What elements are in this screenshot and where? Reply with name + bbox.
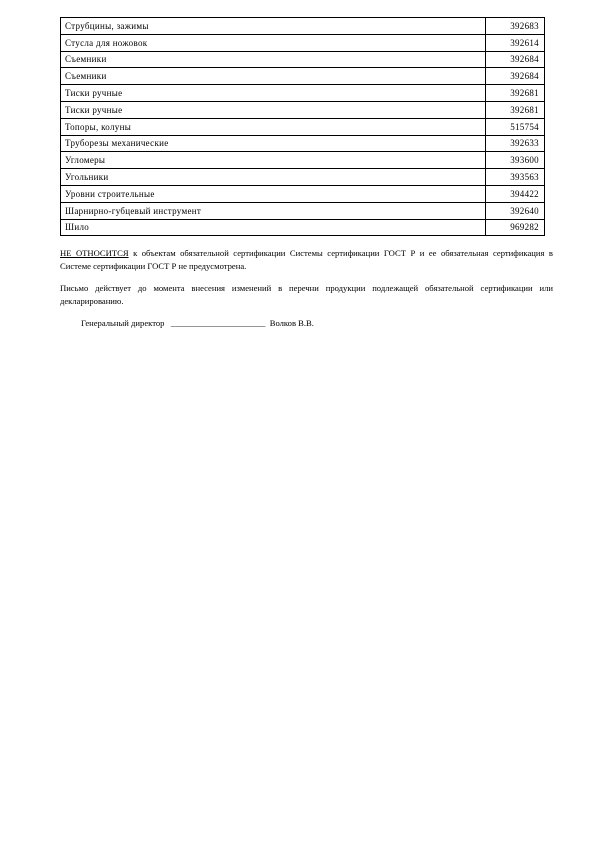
product-name-cell: Труборезы механические — [61, 135, 486, 152]
signature-line: ______________________ — [170, 318, 266, 328]
validity-paragraph: Письмо действует до момента внесения изменений в перечни продукции подлежащей обязательной сертификации или декларированию. — [60, 283, 553, 306]
signature-block — [81, 318, 314, 328]
product-code-cell: 393600 — [486, 152, 545, 169]
table-row — [61, 169, 545, 186]
product-code-cell: 515754 — [486, 118, 545, 135]
product-name-cell: Тиски ручные — [61, 85, 486, 102]
product-table — [60, 17, 545, 236]
product-name-cell: Шило — [61, 219, 486, 236]
product-code-cell: 392683 — [486, 18, 545, 35]
product-name-cell: Уровни строительные — [61, 185, 486, 202]
product-name-cell: Съемники — [61, 68, 486, 85]
product-code-cell: 392614 — [486, 34, 545, 51]
table-row — [61, 34, 545, 51]
exemption-text: к объектам обязательной сертификации Системы сертификации ГОСТ Р и ее обязательная сертификация в Системе сертификации ГОСТ Р не предусмотрена. — [60, 248, 553, 271]
product-code-cell: 392684 — [486, 68, 545, 85]
product-code-cell: 392681 — [486, 101, 545, 118]
product-name-cell: Стусла для ножовок — [61, 34, 486, 51]
product-name-cell: Шарнирно-губцевый инструмент — [61, 202, 486, 219]
signer-name: Волков В.В. — [269, 318, 314, 328]
table-row — [61, 185, 545, 202]
product-code-cell: 394422 — [486, 185, 545, 202]
product-name-cell: Угломеры — [61, 152, 486, 169]
product-name-cell: Тиски ручные — [61, 101, 486, 118]
product-code-cell: 392681 — [486, 85, 545, 102]
table-row — [61, 135, 545, 152]
table-row — [61, 202, 545, 219]
table-row — [61, 219, 545, 236]
table-row — [61, 18, 545, 35]
product-name-cell: Струбцины, зажимы — [61, 18, 486, 35]
table-row — [61, 85, 545, 102]
not-applicable-label: НЕ ОТНОСИТСЯ — [60, 248, 129, 258]
exemption-paragraph — [60, 247, 553, 272]
signer-title: Генеральный директор — [81, 318, 165, 328]
product-name-cell: Угольники — [61, 169, 486, 186]
product-code-cell: 393563 — [486, 169, 545, 186]
table-row — [61, 118, 545, 135]
table-row — [61, 152, 545, 169]
product-code-cell: 969282 — [486, 219, 545, 236]
product-name-cell: Топоры, колуны — [61, 118, 486, 135]
product-code-cell: 392684 — [486, 51, 545, 68]
table-row — [61, 68, 545, 85]
product-code-cell: 392640 — [486, 202, 545, 219]
table-row — [61, 101, 545, 118]
table-row — [61, 51, 545, 68]
product-name-cell: Съемники — [61, 51, 486, 68]
product-code-cell: 392633 — [486, 135, 545, 152]
